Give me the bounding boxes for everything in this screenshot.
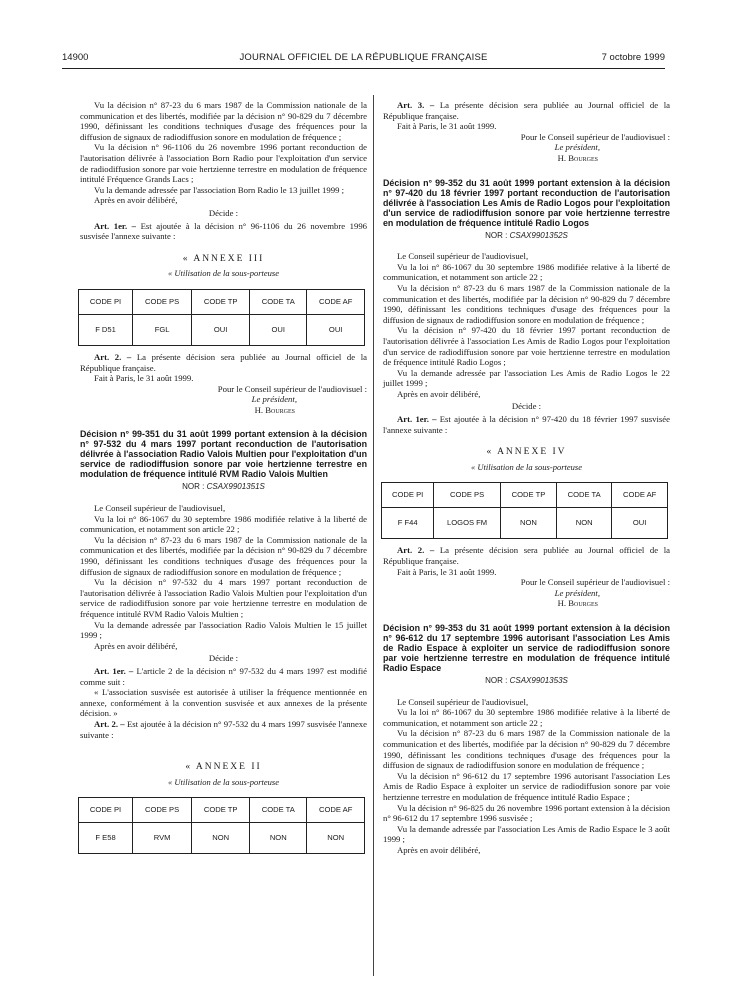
table-cell: FGL — [133, 314, 192, 345]
article-text: La présente décision sera publiée au Journal officiel de la République française. — [80, 351, 367, 373]
article-label: Art. 1er. – — [94, 665, 134, 676]
column-header: CODE TP — [192, 289, 250, 314]
annexe-title: « ANNEXE IV — [486, 447, 567, 458]
column-header: CODE TA — [557, 483, 612, 508]
column-header: CODE PS — [434, 483, 501, 508]
column-header: CODE TA — [250, 289, 307, 314]
column-header: CODE PS — [133, 798, 192, 823]
paragraph: Le Conseil supérieur de l'audiovisuel, — [397, 251, 529, 262]
article-label: Art. 1er. – — [397, 414, 437, 425]
subcarrier-table — [78, 289, 365, 346]
article-text: Est ajoutée à la décision n° 97-420 du 18 février 1997 susvisée l'annexe suivante : — [383, 414, 671, 435]
article-label: Art. 2. – — [94, 718, 125, 729]
page-number: 14900 — [62, 52, 89, 63]
column-header: CODE TA — [250, 798, 307, 823]
paragraph: Vu la décision n° 96-825 du 26 novembre 1996 portant extension à la décision n° 96-612 du 17 septembre 1996 susvisée ; — [383, 802, 670, 824]
article-text: La présente décision sera publiée au Journal officiel de la République française. — [383, 100, 670, 121]
column-header: CODE AF — [612, 483, 668, 508]
paragraph: Le Conseil supérieur de l'audiovisuel, — [94, 503, 226, 514]
paragraph: Après en avoir délibéré, — [94, 195, 178, 206]
decision-title: Décision n° 99-353 du 31 août 1999 portant extension à la décision n° 96-612 du 17 septembre 1996 autorisant l'association Les Amis de Radio Espace à exploiter un service de radiodiffusion sonore par voie hertzienne terrestre en modulation de fréquence intitulé Radio Espace — [383, 623, 670, 673]
table-header-row — [382, 483, 668, 508]
paragraph: Vu la loi n° 86-1067 du 30 septembre 1986 modifiée relative à la liberté de communication, et notamment son article 22 ; — [383, 261, 670, 283]
paragraph: Après en avoir délibéré, — [397, 844, 481, 855]
annexe-title: « ANNEXE III — [182, 253, 265, 264]
table-cell: NON — [500, 508, 556, 539]
table-cell: OUI — [612, 508, 668, 539]
table-cell: RVM — [133, 823, 192, 854]
paragraph: Vu la décision n° 97-532 du 4 mars 1997 portant reconduction de l'autorisation délivrée à l'association Radio Valois Multien pour l'exploitation d'un service de radiodiffusion sonore par voie hertzienne terrestre en modulation de fréquence intitulé RVM Radio Valois Multien ; — [80, 577, 367, 619]
subcarrier-table — [78, 797, 365, 854]
signature-role: Le président, — [554, 142, 600, 153]
signing-place-date: Fait à Paris, le 31 août 1999. — [397, 566, 497, 577]
table-cell: F D51 — [79, 314, 133, 345]
signing-place-date: Fait à Paris, le 31 août 1999. — [397, 121, 497, 132]
paragraph: Le Conseil supérieur de l'audiovisuel, — [397, 696, 529, 707]
left-column — [80, 100, 367, 860]
nor-code: CSAX9901353S — [509, 676, 568, 685]
column-divider — [373, 95, 374, 976]
paragraph: Vu la décision n° 87-23 du 6 mars 1987 de la Commission nationale de la communication et des libertés, modifiée par la décision n° 90-829 du 7 décembre 1990, définissant les conditions techniques d'usage des fréquences pour la diffusion de signaux de radiodiffusion sonore en modulation de fréquence ; — [383, 282, 670, 325]
column-header: CODE AF — [307, 798, 365, 823]
paragraph: Vu la demande adressée par l'association Radio Valois Multien le 15 juillet 1999 ; — [80, 619, 367, 641]
column-header: CODE PS — [133, 289, 192, 314]
column-header: CODE TP — [500, 483, 556, 508]
paragraph: Vu la décision n° 87-23 du 6 mars 1987 de la Commission nationale de la communication et des libertés, modifiée par la décision n° 90-829 du 7 décembre 1990, définissant les conditions techniques d'usage des fréquences pour la diffusion de signaux de radiodiffusion sonore en modulation de fréquence ; — [80, 100, 367, 142]
paragraph: Vu la décision n° 96-612 du 17 septembre 1996 autorisant l'association Les Amis de Radio Espace à exploiter un service de radiodiffusion sonore par voie hertzienne terrestre en modulation de fréquence intitulé Radio Espace ; — [383, 770, 670, 802]
table-cell: OUI — [250, 314, 307, 345]
paragraph: Après en avoir délibéré, — [94, 640, 178, 651]
paragraph: Vu la demande adressée par l'association Les Amis de Radio Logos le 22 juillet 1999 ; — [383, 367, 670, 389]
paragraph: Vu la demande adressée par l'association Born Radio le 13 juillet 1999 ; — [94, 184, 345, 195]
table-cell: NON — [557, 508, 612, 539]
paragraph: Vu la loi n° 86-1067 du 30 septembre 1986 modifiée relative à la liberté de communication, et notamment son article 22 ; — [383, 707, 670, 728]
table-header-row — [79, 798, 365, 823]
annexe-subtitle: « Utilisation de la sous-porteuse — [168, 268, 279, 279]
article-label: Art. 1er. – — [94, 220, 137, 231]
header-rule — [62, 68, 665, 69]
article-text: L'article 2 de la décision n° 97-532 du 4 mars 1997 est modifié comme suit : — [80, 665, 368, 687]
subcarrier-table — [381, 482, 668, 539]
decision-title: Décision n° 99-351 du 31 août 1999 portant extension à la décision n° 97-532 du 4 mars 1997 portant reconduction de l'autorisation délivrée à l'association Radio Valois Multien pour l'exploitation d'un service de radiodiffusion sonore par voie hertzienne terrestre en modulation de fréquence intitulé RVM Radio Valois Multien — [80, 429, 367, 480]
signature-name: H. Bourges — [557, 598, 598, 609]
right-column — [383, 100, 670, 856]
table-row — [79, 314, 365, 345]
nor-label: NOR : — [182, 482, 205, 492]
publication-date: 7 octobre 1999 — [601, 52, 665, 63]
article-2 — [80, 352, 367, 373]
article-label: Art. 2. – — [94, 351, 132, 362]
article-2 — [383, 545, 670, 566]
table-cell: NON — [250, 823, 307, 854]
paragraph: Vu la loi n° 86-1067 du 30 septembre 1986 modifiée relative à la liberté de communication, et notamment son article 22 ; — [80, 513, 367, 535]
column-header: CODE AF — [307, 289, 365, 314]
article-label: Art. 3. – — [397, 100, 435, 110]
paragraph: Vu la décision n° 87-23 du 6 mars 1987 de la Commission nationale de la communication et des libertés, modifiée par la décision n° 90-829 du 7 décembre 1990, définissant les conditions techniques d'usage des fréquences pour la diffusion de signaux de radiodiffusion sonore en modulation de fréquence ; — [383, 728, 670, 771]
column-header: CODE PI — [79, 289, 133, 314]
paragraph: Après en avoir délibéré, — [397, 388, 481, 399]
table-cell: OUI — [307, 314, 365, 345]
signature-for: Pour le Conseil supérieur de l'audiovisuel : — [520, 131, 670, 142]
quoted-text: « L'association susvisée est autorisée à utiliser la fréquence mentionnée en annexe, conformément à la convention susvisée et aux annexes de la présente décision. » — [80, 687, 367, 719]
nor-code: CSAX9901352S — [509, 230, 568, 240]
signature-name: H. Bourges — [254, 404, 295, 415]
article-1 — [80, 666, 367, 687]
decide-heading: Décide : — [208, 653, 239, 664]
signature-role: Le président, — [554, 587, 600, 598]
table-cell: F E58 — [79, 823, 133, 854]
decide-heading: Décide : — [208, 207, 239, 218]
table-row — [79, 823, 365, 854]
paragraph: Vu la décision n° 87-23 du 6 mars 1987 de la Commission nationale de la communication et des libertés, modifiée par la décision n° 90-829 du 7 décembre 1990, définissant les conditions techniques d'usage des fréquences pour la diffusion de signaux de radiodiffusion sonore en modulation de fréquence ; — [80, 534, 367, 577]
paragraph: Vu la demande adressée par l'association Les Amis de Radio Espace le 3 août 1999 ; — [383, 823, 670, 845]
article-1 — [80, 221, 367, 242]
decide-heading: Décide : — [511, 401, 542, 412]
article-2 — [80, 719, 367, 740]
signature-for: Pour le Conseil supérieur de l'audiovisuel : — [520, 577, 670, 588]
article-label: Art. 2. – — [397, 545, 435, 556]
article-1 — [383, 414, 670, 435]
page-header — [62, 52, 665, 68]
table-cell: NON — [192, 823, 250, 854]
signature-for: Pour le Conseil supérieur de l'audiovisuel : — [217, 383, 367, 394]
table-cell: OUI — [192, 314, 250, 345]
column-header: CODE PI — [79, 798, 133, 823]
column-header: CODE TP — [192, 798, 250, 823]
table-cell: NON — [307, 823, 365, 854]
journal-title: JOURNAL OFFICIEL DE LA RÉPUBLIQUE FRANÇAISE — [239, 52, 488, 63]
paragraph: Vu la décision n° 97-420 du 18 février 1997 portant reconduction de l'autorisation délivrée à l'association Les Amis de Radio Logos pour l'exploitation d'un service de radiodiffusion sonore par voie hertzienne terrestre en modulation de fréquence intitulé Radio Logos ; — [383, 325, 670, 368]
nor-code: CSAX9901351S — [206, 482, 265, 492]
nor-label: NOR : — [485, 676, 508, 685]
article-text: La présente décision sera publiée au Journal officiel de la République française. — [383, 545, 670, 567]
article-text: Est ajoutée à la décision n° 96-1106 du 26 novembre 1996 susvisée l'annexe suivante : — [80, 220, 368, 242]
signature-role: Le président, — [251, 394, 297, 405]
paragraph: Vu la décision n° 96-1106 du 26 novembre 1996 portant reconduction de l'autorisation délivrée à l'association Born Radio pour l'exploitation d'un service de radiodiffusion sonore par voie hertzienne terrestre en modulation de fréquence intitulé Fréquence Grands Lacs ; — [80, 142, 367, 185]
table-cell: F F44 — [382, 508, 434, 539]
annexe-subtitle: « Utilisation de la sous-porteuse — [168, 776, 279, 787]
nor-label: NOR : — [485, 230, 508, 240]
decision-title: Décision n° 99-352 du 31 août 1999 portant extension à la décision n° 97-420 du 18 février 1997 portant reconduction de l'autorisation délivrée à l'association Les Amis de Radio Logos pour l'exploitation d'un service de radiodiffusion sonore par voie hertzienne terrestre en modulation de fréquence intitulé Radio Logos — [383, 177, 670, 228]
nor-reference — [80, 482, 367, 493]
column-header: CODE PI — [382, 483, 434, 508]
table-row — [382, 508, 668, 539]
table-cell: LOGOS FM — [434, 508, 501, 539]
signing-place-date: Fait à Paris, le 31 août 1999. — [94, 373, 194, 384]
table-header-row — [79, 289, 365, 314]
annexe-subtitle: « Utilisation de la sous-porteuse — [471, 461, 582, 472]
nor-reference — [383, 231, 670, 242]
annexe-title: « ANNEXE II — [185, 762, 262, 773]
article-text: Est ajoutée à la décision n° 97-532 du 4 mars 1997 susvisée l'annexe suivante : — [80, 718, 367, 740]
article-3 — [383, 100, 670, 121]
signature-name: H. Bourges — [557, 152, 598, 163]
nor-reference — [383, 676, 670, 687]
